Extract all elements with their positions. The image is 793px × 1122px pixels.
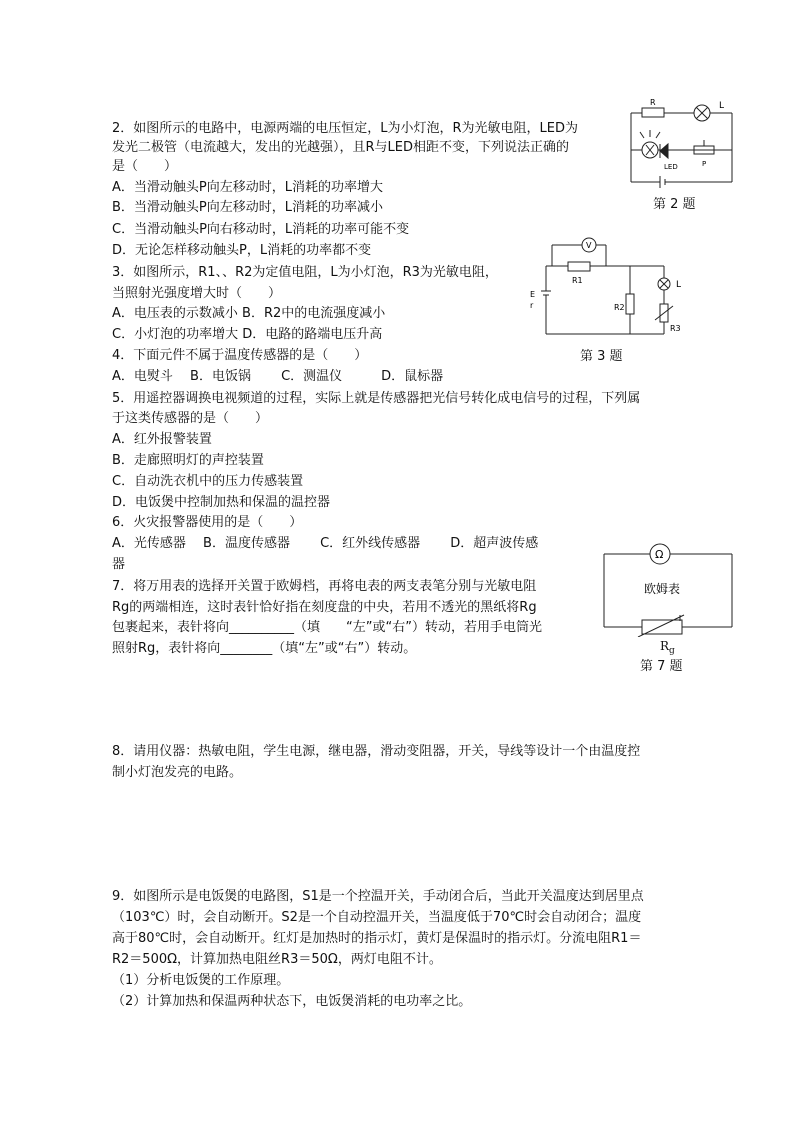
fig2-p-label: P [702, 160, 707, 168]
q2-line-1: 2．如图所示的电路中，电源两端的电压恒定，L为小灯泡，R为光敏电阻，LED为 [112, 121, 579, 136]
q4-options: A．电熨斗 B．电饭锅 C．测温仪 D．鼠标器 [112, 369, 444, 384]
q7-line-1: 7．将万用表的选择开关置于欧姆档，再将电表的两支表笔分别与光敏电阻 [112, 579, 537, 594]
fig7-rg-label [660, 638, 675, 659]
q5-option-c: C．自动洗衣机中的压力传感装置 [112, 474, 304, 489]
q2-option-d: D．无论怎样移动触头P，L消耗的功率都不变 [112, 243, 372, 258]
q2-line-2: 发光二极管（电流越大，发出的光越强），且R与LED相距不变，下列说法正确的 [112, 140, 569, 155]
figure-3-caption: 第 3 题 [580, 349, 623, 364]
fig2-led-label: LED [664, 163, 678, 171]
fig3-l-label: L [676, 280, 682, 290]
figure-2-caption: 第 2 题 [653, 197, 696, 212]
figure-2-circuit [624, 96, 736, 188]
figure-3-circuit [524, 236, 694, 346]
fig3-e-label: E [530, 290, 536, 299]
fig7-rg-sub: g [669, 646, 675, 656]
q8-line-1: 8．请用仪器：热敏电阻，学生电源，继电器，滑动变阻器，开关，导线等设计一个由温度控 [112, 744, 641, 759]
q9-line-3: 高于80℃时，会自动断开。红灯是加热时的指示灯，黄灯是保温时的指示灯。分流电阻R1＝ [112, 931, 642, 946]
q5-option-b: B．走廊照明灯的声控装置 [112, 453, 264, 468]
fig2-l-label: L [719, 101, 725, 111]
q5-option-d: D．电饭煲中控制加热和保温的温控器 [112, 495, 331, 510]
fig7-rg-main: R [660, 639, 670, 653]
q6-options: A．光传感器 B．温度传感器 C．红外线传感器 D．超声波传感 [112, 536, 539, 551]
fig2-r-label: R [650, 98, 656, 107]
fig3-r2-label: R2 [614, 303, 625, 312]
q2-line-3: 是（ ） [112, 159, 178, 174]
q3-option-cd: C．小灯泡的功率增大 D．电路的路端电压升高 [112, 327, 383, 342]
q2-option-c: C．当滑动触头P向右移动时，L消耗的功率可能不变 [112, 222, 410, 237]
fig3-r1-label: R1 [572, 276, 583, 285]
q9-line-4: R2＝500Ω，计算加热电阻丝R3＝50Ω，两灯电阻不计。 [112, 952, 442, 967]
q4-line-1: 4．下面元件不属于温度传感器的是（ ） [112, 348, 368, 363]
figure-7-circuit [596, 537, 736, 637]
q9-line-2: （103℃）时，会自动断开。S2是一个自动控温开关，当温度低于70℃时会自动闭合；温度 [112, 910, 642, 925]
fig7-ohm-symbol: Ω [655, 548, 664, 561]
q8-line-2: 制小灯泡发亮的电路。 [112, 765, 243, 780]
q7-line-2: Rg的两端相连，这时表针恰好指在刻度盘的中央，若用不透光的黑纸将Rg [112, 600, 537, 615]
fig3-v-label: V [586, 241, 592, 250]
q2-option-a: A．当滑动触头P向左移动时，L消耗的功率增大 [112, 180, 383, 195]
q7-line-4: 照射Rg，表针将向________（填“左”或“右”）转动。 [112, 641, 417, 656]
q3-line-2: 当照射光强度增大时（ ） [112, 286, 282, 301]
q3-line-1: 3．如图所示，R1、、R2为定值电阻，L为小灯泡，R3为光敏电阻， [112, 265, 498, 280]
q3-option-ab: A．电压表的示数减小 B．R2中的电流强度减小 [112, 306, 386, 321]
fig7-meter-label: 欧姆表 [644, 582, 681, 596]
q9-sub-1: （1）分析电饭煲的工作原理。 [112, 973, 290, 988]
q5-line-1: 5．用遥控器调换电视频道的过程，实际上就是传感器把光信号转化成电信号的过程，下列属 [112, 391, 641, 406]
q9-sub-2: （2）计算加热和保温两种状态下，电饭煲消耗的电功率之比。 [112, 994, 472, 1009]
q6-options-cont: 器 [112, 557, 126, 572]
fig3-r3-label: R3 [670, 324, 681, 333]
q2-option-b: B．当滑动触头P向左移动时，L消耗的功率减小 [112, 200, 384, 215]
q7-line-3: 包裹起来，表针将向__________（填 “左”或“右”）转动，若用手电筒光 [112, 620, 542, 635]
q6-line-1: 6．火灾报警器使用的是（ ） [112, 515, 303, 530]
q9-line-1: 9．如图所示是电饭煲的电路图，S1是一个控温开关，手动闭合后，当此开关温度达到居里点 [112, 889, 644, 904]
figure-7-caption: 第 7 题 [640, 659, 683, 674]
q5-line-2: 于这类传感器的是（ ） [112, 411, 269, 426]
fig3-r-label: r [530, 301, 534, 310]
q5-option-a: A．红外报警装置 [112, 432, 212, 447]
